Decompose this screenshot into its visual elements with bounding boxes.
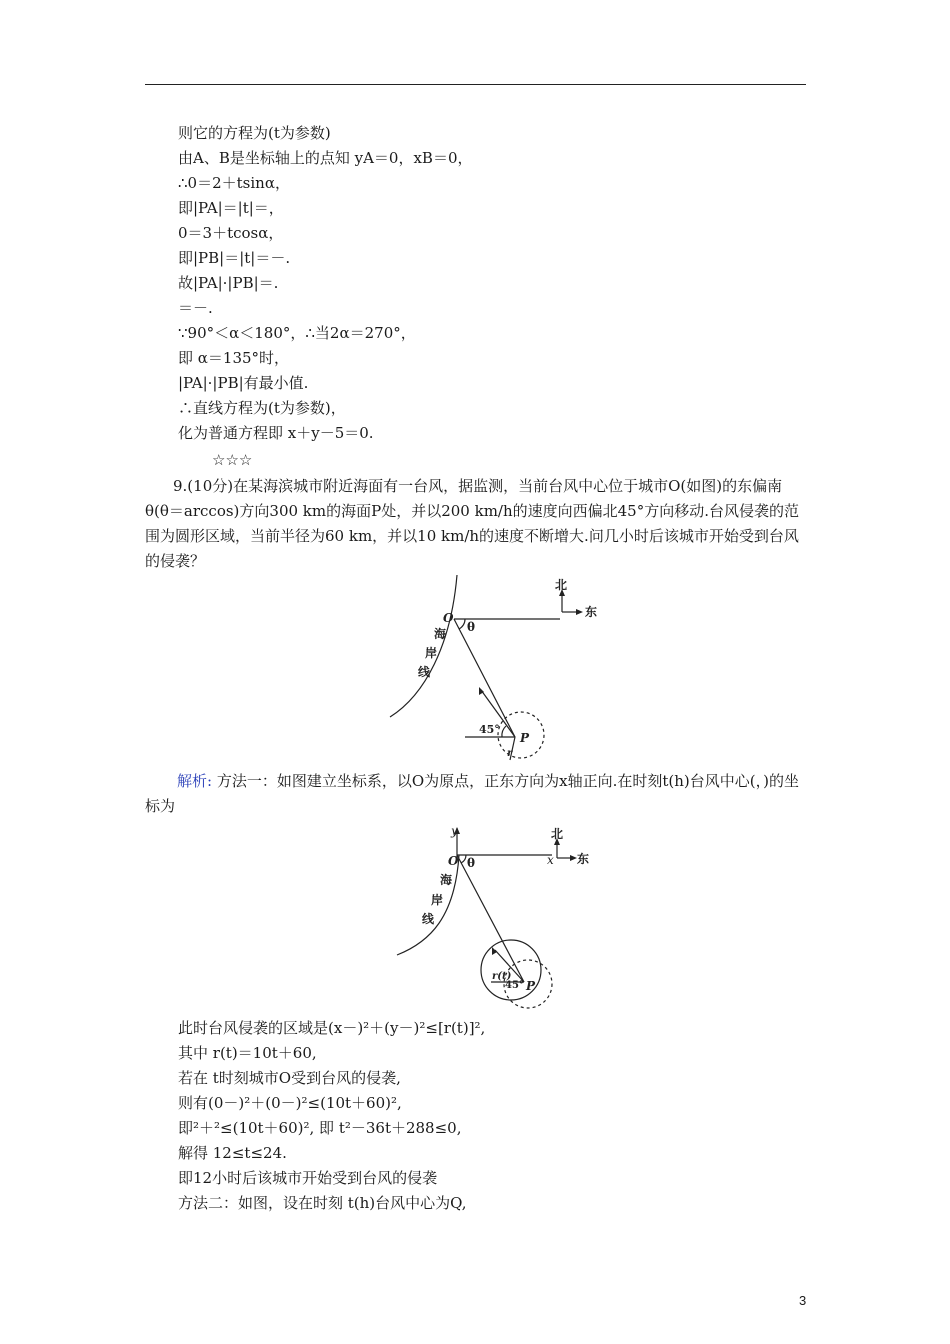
text-line: 故|PA|·|PB|＝.	[178, 274, 279, 292]
text-line: 若在 t时刻城市O受到台风的侵袭,	[178, 1069, 401, 1087]
point-label: P	[526, 979, 536, 993]
text-line: 此时台风侵袭的区域是(x－)²＋(y－)²≤[r(t)]²,	[178, 1019, 486, 1037]
east-arrowhead	[570, 855, 577, 861]
text-line: 即 α＝135°时，	[178, 349, 290, 367]
east-arrowhead	[576, 609, 583, 615]
text-line: ∵90°＜α＜180°，∴当2α＝270°，	[178, 324, 416, 342]
coast-char-1: 海	[434, 627, 447, 641]
text-line: 即12小时后该城市开始受到台风的侵袭	[178, 1169, 438, 1187]
coast-char-2: 岸	[425, 646, 438, 660]
problem-9-text: 9.(10分)在某海滨城市附近海面有一台风，据监测，当前台风中心位于城市O(如图)的东偏南 θ(θ＝arccos)方向300 km的海面P处，并以200 km/h的速度向西偏北45°方向移动.台风侵袭的范围为圆形区域，当前半径为60 km，并以10 km/h的速度不断增大.问几小时后该城市开始受到台风的侵袭？	[145, 477, 799, 570]
analysis-label: 解析:	[177, 772, 213, 790]
radius-t-label: r(t)	[492, 971, 512, 982]
text-line: 则有(0－)²＋(0－)²≤(10t＋60)²,	[178, 1094, 402, 1112]
text-line: 即²＋²≤(10t＋60)², 即 t²－36t＋288≤0,	[178, 1119, 462, 1137]
coast-char-3: 线	[418, 665, 431, 679]
coastline-curve	[390, 575, 457, 717]
coastline-curve	[397, 855, 459, 955]
point-label: P	[520, 731, 530, 745]
theta-label: θ	[467, 856, 476, 870]
op-line	[457, 855, 524, 982]
analysis-paragraph	[145, 769, 809, 819]
x-axis-label: x	[547, 853, 554, 867]
theta-arc	[459, 619, 465, 629]
separator-stars: ☆☆☆	[212, 451, 253, 469]
text-line: 即|PB|＝|t|＝－.	[178, 249, 291, 267]
origin-label: O	[448, 854, 459, 868]
text-line: 其中 r(t)＝10t＋60,	[178, 1044, 317, 1062]
header-rule	[145, 84, 806, 85]
radius-label: r	[507, 748, 513, 759]
text-line: 即|PA|＝|t|＝，	[178, 199, 284, 217]
text-line: ∴直线方程为(t为参数)，	[178, 399, 346, 417]
origin-label: O	[443, 611, 454, 625]
theta-label: θ	[467, 620, 476, 634]
coast-char-1: 海	[440, 873, 453, 887]
coast-char-3: 线	[422, 912, 435, 926]
north-label: 北	[555, 578, 568, 592]
figure-typhoon-2	[395, 822, 605, 1012]
text-line: 0＝3＋tcosα，	[178, 224, 284, 242]
east-label: 东	[577, 852, 590, 866]
text-line: 由A、B是坐标轴上的点知 yA＝0，xB＝0，	[178, 149, 473, 167]
page-number: 3	[799, 1293, 807, 1308]
text-line: 化为普通方程即 x＋y－5＝0.	[178, 424, 374, 442]
angle-label: 45°	[479, 723, 500, 736]
text-line: |PA|·|PB|有最小值.	[178, 374, 309, 392]
y-axis-label: y	[451, 824, 458, 838]
text-line: ＝－.	[178, 299, 213, 317]
text-line: ∴0＝2＋tsinα，	[178, 174, 290, 192]
op-line	[454, 619, 515, 737]
text-line: 解得 12≤t≤24.	[178, 1144, 287, 1162]
text-line: 方法二：如图，设在时刻 t(h)台风中心为Q,	[178, 1194, 467, 1212]
angle-label: 45°	[505, 980, 524, 991]
angle-arc	[502, 726, 506, 737]
north-label: 北	[551, 827, 564, 841]
east-label: 东	[585, 605, 598, 619]
text-line: 则它的方程为(t为参数)	[178, 124, 331, 142]
coast-char-2: 岸	[431, 893, 444, 907]
figure-typhoon-1	[385, 575, 610, 765]
theta-arc	[461, 855, 466, 863]
analysis-text: 方法一：如图建立坐标系，以O为原点，正东方向为x轴正向.在时刻t(h)台风中心(，)的坐标为	[145, 772, 799, 815]
